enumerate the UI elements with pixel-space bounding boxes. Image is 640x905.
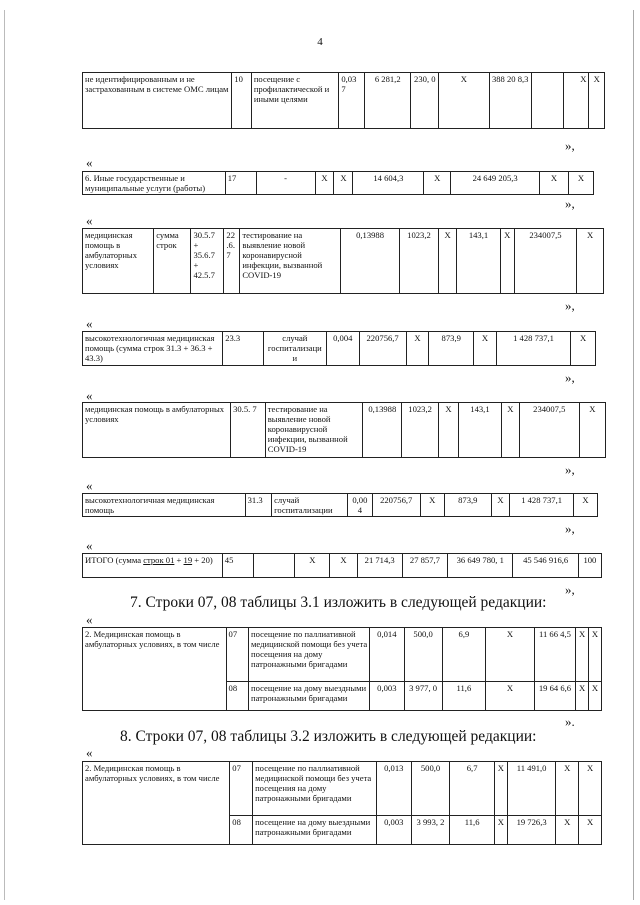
cell-amount: 1 428 737,1 xyxy=(496,332,570,366)
cell-x: X xyxy=(563,73,589,129)
cell-section-label: 2. Медицинская помощь в амбулаторных условиях, в том числе xyxy=(83,762,230,845)
opening-quote: « xyxy=(86,745,93,760)
opening-quote: « xyxy=(86,155,93,170)
cell-x: X xyxy=(589,682,602,711)
cell-cost: 220756,7 xyxy=(359,332,406,366)
table-fragment-row-23-3 xyxy=(82,331,596,366)
cell-description: не идентифицированным и не застрахованным в системе ОМС лицам xyxy=(83,73,232,129)
cell-unit: посещение на дому выездными патронажными бригадами xyxy=(253,816,377,845)
closing-quote: », xyxy=(565,196,575,211)
opening-quote: « xyxy=(86,388,93,403)
cell-x: X xyxy=(568,172,593,195)
cell-x: X xyxy=(491,494,509,517)
page-number: 4 xyxy=(317,36,323,48)
cell-x: X xyxy=(577,229,604,294)
cell-formula: 30.5.7 + 35.6.7 + 42.5.7 xyxy=(191,229,224,294)
cell-x: X xyxy=(500,229,514,294)
cell-row-number: 30.5. 7 xyxy=(231,403,266,458)
cell-cost: 14 604,3 xyxy=(353,172,424,195)
table-row xyxy=(83,403,606,458)
cell-row-number: 45 xyxy=(222,554,253,578)
cell-value: 143,1 xyxy=(457,229,501,294)
opening-quote: « xyxy=(86,316,93,331)
cell-amount: 1 428 737,1 xyxy=(510,494,574,517)
table-3-1-rows xyxy=(82,627,602,711)
cell-x: X xyxy=(424,172,451,195)
cell-x: X xyxy=(540,172,569,195)
cell-x: X xyxy=(406,332,429,366)
cell-amount: 234007,5 xyxy=(519,403,579,458)
opening-quote: « xyxy=(86,213,93,228)
cell-amount: 45 546 916,6 xyxy=(513,554,578,578)
opening-quote: « xyxy=(86,538,93,553)
cell-x: X xyxy=(420,494,444,517)
cell-x: X xyxy=(438,403,458,458)
cell-amount: 19 726,3 xyxy=(507,816,556,845)
cell-x: X xyxy=(501,403,519,458)
cell-x: X xyxy=(556,816,579,845)
cell-row-number: 23.3 xyxy=(223,332,264,366)
cell-row-number: 31.3 xyxy=(245,494,271,517)
cell-value: 6,7 xyxy=(450,762,495,816)
cell-description: медицинская помощь в амбулаторных условиях xyxy=(83,403,231,458)
cell-description: высокотехнологичная медицинская помощь xyxy=(83,494,246,517)
cell-amount: 19 64 6,6 xyxy=(534,682,575,711)
cell-x: X xyxy=(589,628,602,682)
section-8-heading: 8. Строки 07, 08 таблицы 3.2 изложить в следующей редакции: xyxy=(120,728,537,745)
cell-row-number: 10 xyxy=(232,73,252,129)
closing-quote: », xyxy=(565,138,575,153)
closing-quote: », xyxy=(565,462,575,477)
cell-amount: 11 491,0 xyxy=(507,762,556,816)
cell-value: 11,6 xyxy=(442,682,486,711)
cell-description: высокотехнологичная медицинская помощь (сумма строк 31.3 + 36.3 + 43.3) xyxy=(83,332,223,366)
cell-x: X xyxy=(330,554,357,578)
cell-cost: 6 281,2 xyxy=(365,73,411,129)
table-fragment-row-10 xyxy=(82,72,605,129)
table-row xyxy=(83,762,602,816)
closing-quote: ». xyxy=(565,714,575,729)
closing-quote: », xyxy=(565,582,575,597)
cell-amount: 24 649 205,3 xyxy=(451,172,540,195)
cell-unit: посещение по паллиативной медицинской помощи без учета посещения на дому патронажными бригадами xyxy=(248,628,369,682)
cell-norm: 0,014 xyxy=(370,628,404,682)
table-fragment-row-30-5-7 xyxy=(82,402,606,458)
cell-unit: посещение с профилактической и иными целями xyxy=(251,73,339,129)
cell-x: X xyxy=(571,332,596,366)
cell-norm: 0,013 xyxy=(376,762,411,816)
table-row xyxy=(83,73,605,129)
cell-value: 6,9 xyxy=(442,628,486,682)
cell-cost: 21 714,3 xyxy=(357,554,402,578)
cell-x: X xyxy=(579,762,602,816)
cell-unit: - xyxy=(256,172,315,195)
cell-unit: посещение на дому выездными патронажными бригадами xyxy=(248,682,369,711)
cell-x: X xyxy=(439,229,457,294)
cell-x: X xyxy=(295,554,330,578)
cell-x: X xyxy=(315,172,334,195)
cell-cost: 500,0 xyxy=(404,628,442,682)
cell-cost: 1023,2 xyxy=(402,403,439,458)
cell-amount: 388 20 8,3 xyxy=(489,73,531,129)
cell-value: 27 857,7 xyxy=(402,554,447,578)
cell-empty xyxy=(531,73,563,129)
cell-x: X xyxy=(439,73,489,129)
cell-unit: тестирование на выявление новой коронавирусной инфекции, вызванной COVID-19 xyxy=(240,229,341,294)
scan-edge-right xyxy=(633,10,634,900)
cell-unit: случай госпитализаци и xyxy=(263,332,326,366)
total-label-link: строк 01 xyxy=(143,555,175,565)
cell-unit: посещение по паллиативной медицинской помощи без учета посещения на дому патронажными бригадами xyxy=(253,762,377,816)
section-7-heading: 7. Строки 07, 08 таблицы 3.1 изложить в следующей редакции: xyxy=(130,594,547,611)
cell-amount: 36 649 780, 1 xyxy=(448,554,513,578)
table-3-2-rows xyxy=(82,761,602,845)
table-row xyxy=(83,172,594,195)
cell-x: X xyxy=(486,682,535,711)
cell-row-number: 22 .6. 7 xyxy=(224,229,240,294)
cell-description xyxy=(83,554,223,578)
cell-row-number: 08 xyxy=(226,682,248,711)
total-label-text: ИТОГО (сумма xyxy=(85,555,144,565)
cell-x: X xyxy=(579,816,602,845)
cell-norm: 0,004 xyxy=(326,332,359,366)
cell-row-number: 08 xyxy=(230,816,253,845)
cell-value: 873,9 xyxy=(429,332,474,366)
cell-norm: 0,13988 xyxy=(363,403,402,458)
cell-cost: 220756,7 xyxy=(372,494,420,517)
cell-description: 6. Иные государственные и муниципальные услуги (работы) xyxy=(83,172,226,195)
cell-amount: 11 66 4,5 xyxy=(534,628,575,682)
table-row xyxy=(83,628,602,682)
cell-x: X xyxy=(573,494,597,517)
cell-description: медицинская помощь в амбулаторных условиях xyxy=(83,229,154,294)
cell-x: X xyxy=(494,762,507,816)
cell-cost: 3 993, 2 xyxy=(411,816,450,845)
cell-x: X xyxy=(556,762,579,816)
cell-x: X xyxy=(486,628,535,682)
cell-cost: 3 977, 0 xyxy=(404,682,442,711)
cell-norm: 0,00 4 xyxy=(348,494,373,517)
closing-quote: », xyxy=(565,298,575,313)
table-row xyxy=(83,229,604,294)
cell-norm: 0,003 xyxy=(370,682,404,711)
cell-value: 143,1 xyxy=(458,403,501,458)
cell-x: X xyxy=(494,816,507,845)
cell-row-number: 07 xyxy=(230,762,253,816)
total-label-link: 19 xyxy=(183,555,193,565)
cell-row-number: 17 xyxy=(225,172,256,195)
cell-x: X xyxy=(576,628,589,682)
cell-norm: 0,13988 xyxy=(341,229,399,294)
cell-section-label: 2. Медицинская помощь в амбулаторных условиях, в том числе xyxy=(83,628,227,711)
table-row xyxy=(83,494,598,517)
table-row xyxy=(83,554,602,578)
cell-x: X xyxy=(334,172,353,195)
table-fragment-total xyxy=(82,553,602,578)
opening-quote: « xyxy=(86,478,93,493)
cell-unit: тестирование на выявление новой коронавирусной инфекции, вызванной COVID-19 xyxy=(265,403,363,458)
scan-edge-left xyxy=(4,10,5,900)
cell-empty xyxy=(253,554,294,578)
cell-unit: случай госпитализации xyxy=(272,494,348,517)
cell-formula-label: сумма строк xyxy=(154,229,191,294)
table-fragment-row-22-6-7 xyxy=(82,228,604,294)
table-fragment-row-31-3 xyxy=(82,493,598,517)
cell-value: 11,6 xyxy=(450,816,495,845)
cell-row-number: 07 xyxy=(226,628,248,682)
cell-amount: 234007,5 xyxy=(514,229,577,294)
cell-cost: 500,0 xyxy=(411,762,450,816)
cell-x: X xyxy=(589,73,605,129)
cell-value: 873,9 xyxy=(444,494,491,517)
closing-quote: », xyxy=(565,370,575,385)
cell-cost: 1023,2 xyxy=(399,229,438,294)
closing-quote: », xyxy=(565,521,575,536)
table-fragment-row-17 xyxy=(82,171,594,195)
cell-norm: 0,03 7 xyxy=(339,73,365,129)
opening-quote: « xyxy=(86,612,93,627)
cell-percent: 100 xyxy=(578,554,601,578)
cell-x: X xyxy=(576,682,589,711)
total-label-text: + xyxy=(174,555,184,565)
cell-norm: 0,003 xyxy=(376,816,411,845)
cell-x: X xyxy=(579,403,605,458)
cell-value: 230, 0 xyxy=(411,73,439,129)
table-row xyxy=(83,332,596,366)
cell-x: X xyxy=(474,332,497,366)
total-label-text: + 20) xyxy=(192,555,213,565)
